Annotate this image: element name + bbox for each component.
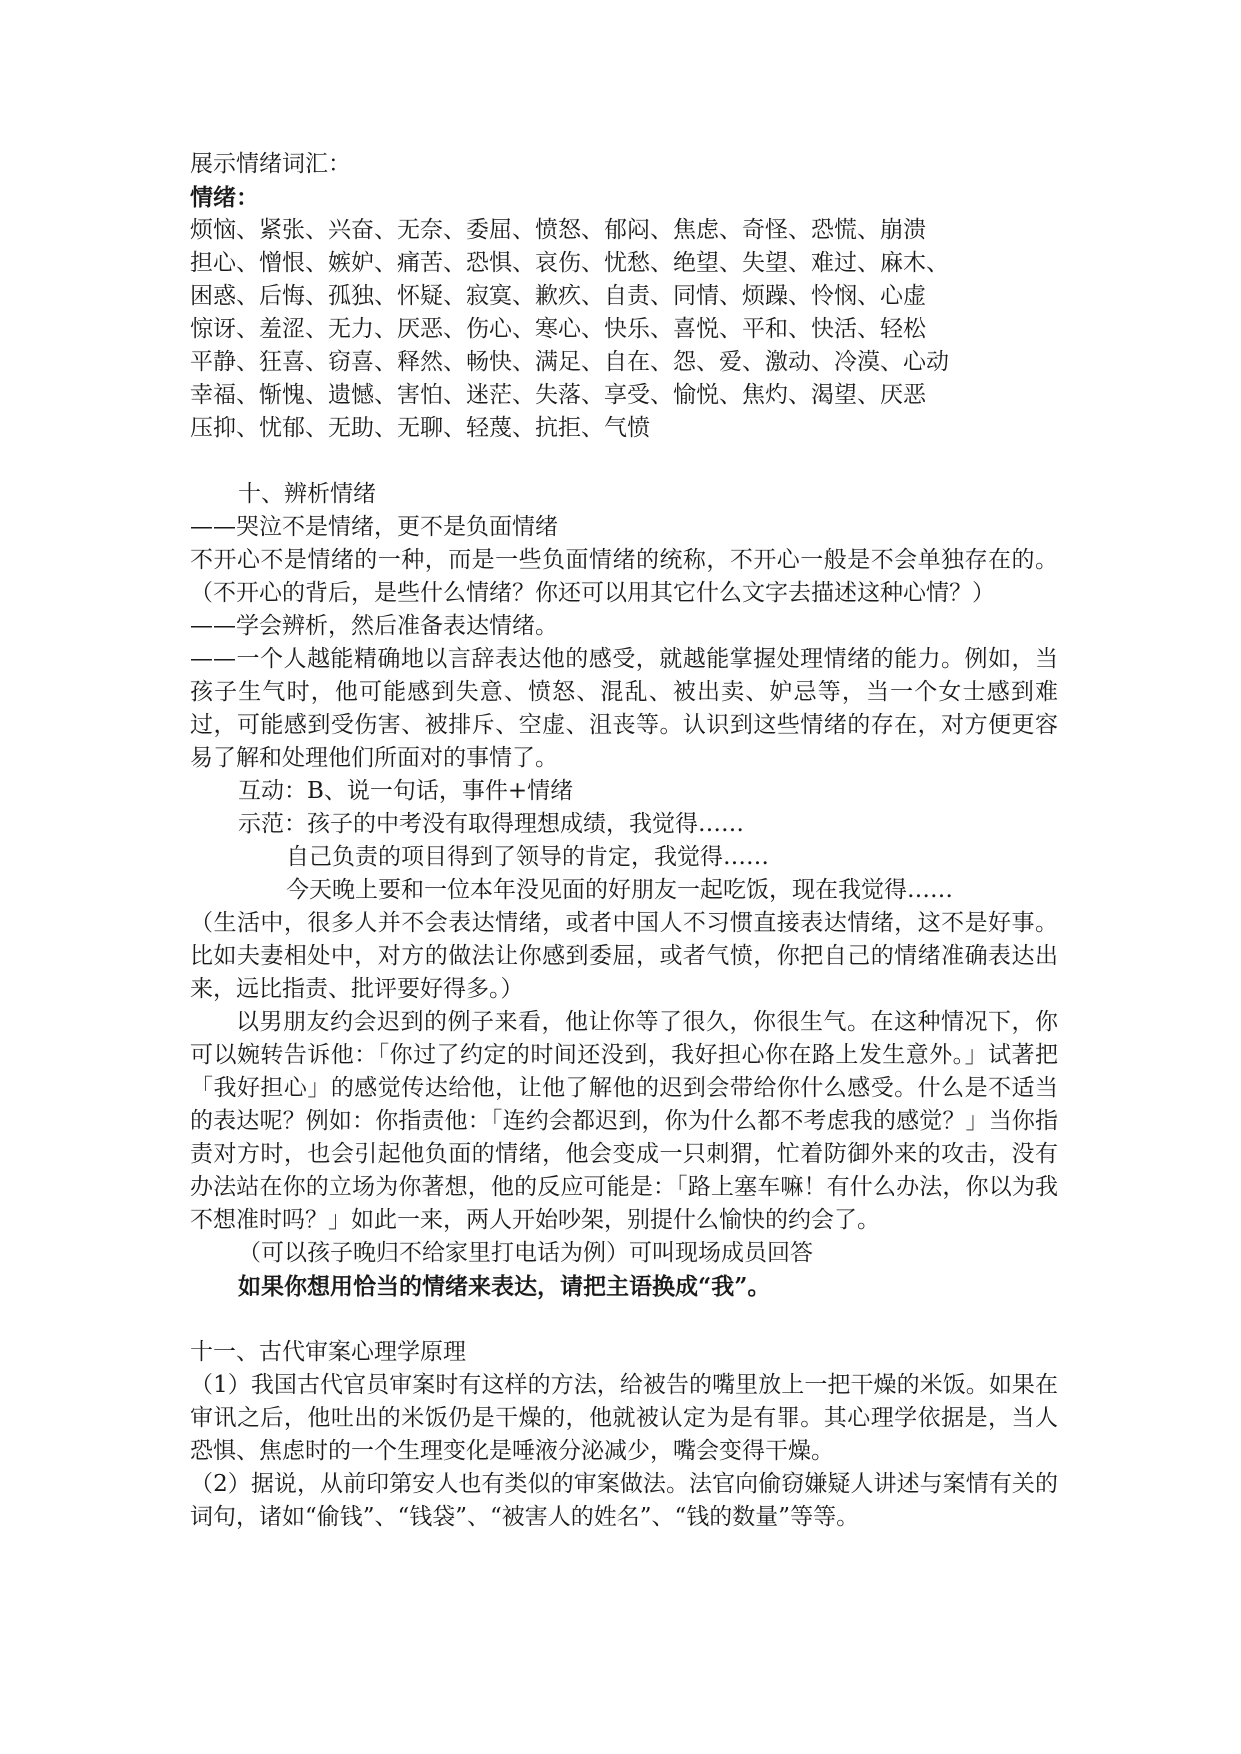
emotion-word-list bbox=[190, 214, 1058, 445]
emotion-row: 平静、狂喜、窃喜、释然、畅快、满足、自在、怨、爱、激动、冷漠、心动 bbox=[190, 349, 949, 375]
section-10-line-1: ——哭泣不是情绪，更不是负面情绪 bbox=[190, 514, 558, 540]
section-10-paragraph-4: 以男朋友约会迟到的例子来看，他让你等了很久，你很生气。在这种情况下，你可以婉转告诉他：「你过了约定的时间还没到，我好担心你在路上发生意外。」试著把「我好担心」的感觉传达给他，让他了解他的迟到会带给你什么感受。什么是不适当的表达呢？例如：你指责他：「连约会都迟到，你为什么都不考虑我的感觉？」当你指责对方时，也会引起他负面的情绪，他会变成一只刺猬，忙着防御外来的攻击，没有办法站在你的立场为你著想，他的反应可能是：「路上塞车嘛！有什么办法，你以为我不想准时吗？」如此一来，两人开始吵架，别提什么愉快的约会了。 bbox=[190, 1009, 1058, 1233]
emotion-row: 困惑、后悔、孤独、怀疑、寂寞、歉疚、自责、同情、烦躁、怜悯、心虚 bbox=[190, 283, 926, 309]
section-10-paragraph-2: ——一个人越能精确地以言辞表达他的感受，就越能掌握处理情绪的能力。例如，当孩子生气时，他可能感到失意、愤怒、混乱、被出卖、妒忌等，当一个女士感到难过，可能感到受伤害、被排斥、空虚、沮丧等。认识到这些情绪的存在，对方便更容易了解和处理他们所面对的事情了。 bbox=[190, 646, 1058, 771]
vocab-label: 情绪： bbox=[190, 184, 259, 211]
section-10-paragraph-3: （生活中，很多人并不会表达情绪，或者中国人不习惯直接表达情绪，这不是好事。比如夫妻相处中，对方的做法让你感到委屈，或者气愤，你把自己的情绪准确表达出来，远比指责、批评要好得多。） bbox=[190, 910, 1058, 1002]
section-10-bold-line: 如果你想用恰当的情绪来表达，请把主语换成“我”。 bbox=[238, 1273, 771, 1300]
emotion-row: 惊讶、羞涩、无力、厌恶、伤心、寒心、快乐、喜悦、平和、快活、轻松 bbox=[190, 316, 926, 342]
section-11-paragraph-1: （1）我国古代官员审案时有这样的方法，给被告的嘴里放上一把干燥的米饭。如果在审讯之后，他吐出的米饭仍是干燥的，他就被认定为是有罪。其心理学依据是，当人恐惧、焦虑时的一个生理变化是唾液分泌减少，嘴会变得干燥。 bbox=[190, 1372, 1058, 1464]
emotion-row: 压抑、忧郁、无助、无聊、轻蔑、抗拒、气愤 bbox=[190, 415, 650, 441]
emotion-row: 担心、憎恨、嫉妒、痛苦、恐惧、哀伤、忧愁、绝望、失望、难过、麻木、 bbox=[190, 250, 949, 276]
emotion-row: 烦恼、紧张、兴奋、无奈、委屈、愤怒、郁闷、焦虑、奇怪、恐慌、崩溃 bbox=[190, 217, 926, 243]
section-11-title: 十一、古代审案心理学原理 bbox=[190, 1339, 466, 1365]
section-11-paragraph-2: （2）据说，从前印第安人也有类似的审案做法。法官向偷窃嫌疑人讲述与案情有关的词句，诸如“偷钱”、“钱袋”、“被害人的姓名”、“钱的数量”等等。 bbox=[190, 1471, 1058, 1530]
vocab-heading: 展示情绪词汇： bbox=[190, 151, 351, 177]
section-10-note: （可以孩子晚归不给家里打电话为例）可叫现场成员回答 bbox=[238, 1240, 813, 1266]
section-10-line-2: ——学会辨析，然后准备表达情绪。 bbox=[190, 613, 558, 639]
demo-line-3: 今天晚上要和一位本年没见面的好朋友一起吃饭，现在我觉得…… bbox=[286, 877, 953, 903]
section-10-paragraph-1: 不开心不是情绪的一种，而是一些负面情绪的统称，不开心一般是不会单独存在的。（不开心的背后，是些什么情绪？你还可以用其它什么文字去描述这种心情？） bbox=[190, 547, 1058, 606]
interaction-line: 互动：B、说一句话，事件+情绪 bbox=[238, 778, 574, 804]
spacer bbox=[190, 445, 1058, 478]
emotion-row: 幸福、惭愧、遗憾、害怕、迷茫、失落、享受、愉悦、焦灼、渴望、厌恶 bbox=[190, 382, 926, 408]
document-page bbox=[190, 148, 1058, 1534]
demo-line-2: 自己负责的项目得到了领导的肯定，我觉得…… bbox=[286, 844, 769, 870]
section-10-title: 十、辨析情绪 bbox=[238, 481, 376, 507]
demo-line-1: 示范：孩子的中考没有取得理想成绩，我觉得…… bbox=[238, 811, 744, 837]
spacer bbox=[190, 1303, 1058, 1336]
